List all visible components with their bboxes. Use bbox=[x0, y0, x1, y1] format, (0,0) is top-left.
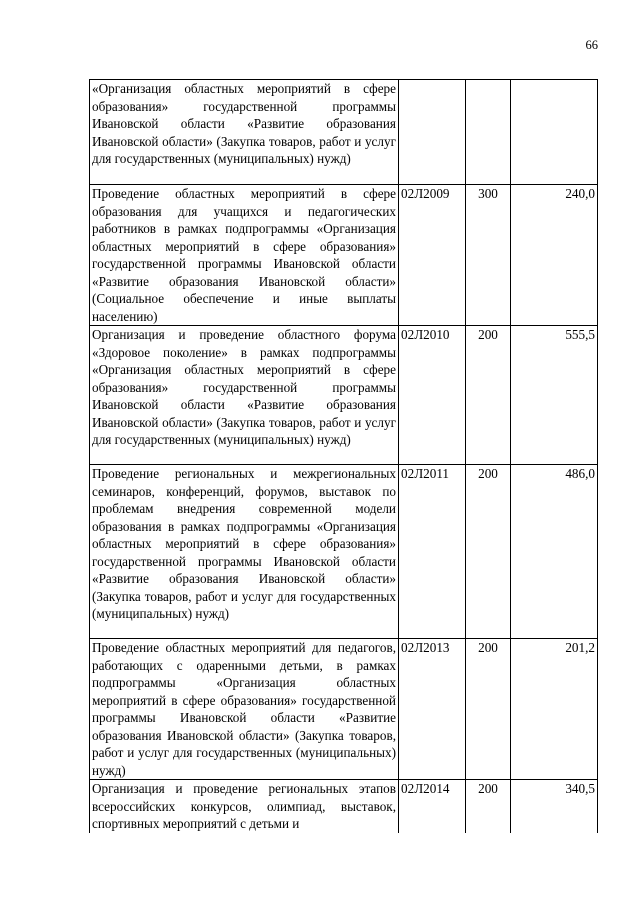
table-row bbox=[90, 639, 598, 780]
expense-name-cell: «Организация областных мероприятий в сфере образования» государственной программы Ивановской области «Развитие образования Ивановской области» (Закупка товаров, работ и услуг для государственных (муниципальных) нужд) bbox=[90, 80, 399, 185]
amount-cell: 240,0 bbox=[511, 185, 598, 326]
target-code-cell: 02Л2010 bbox=[399, 326, 466, 465]
expense-type-cell: 200 bbox=[466, 639, 511, 780]
budget-table bbox=[89, 79, 598, 833]
table-row bbox=[90, 326, 598, 465]
page-number: 66 bbox=[585, 38, 598, 52]
table-row bbox=[90, 185, 598, 326]
target-code-cell bbox=[399, 80, 466, 185]
expense-name-cell: Проведение областных мероприятий для педагогов, работающих с одаренными детьми, в рамках подпрограммы «Организация областных мероприятий в сфере образования» государственной программы Ивановской области «Развитие образования Ивановской области» (Закупка товаров, работ и услуг для государственных (муниципальных) нужд) bbox=[90, 639, 399, 780]
table-row bbox=[90, 80, 598, 185]
target-code-cell: 02Л2014 bbox=[399, 780, 466, 833]
expense-name-cell: Организация и проведение региональных этапов всероссийских конкурсов, олимпиад, выставок, спортивных мероприятий с детьми и bbox=[90, 780, 399, 833]
table-row bbox=[90, 780, 598, 833]
expense-type-cell: 200 bbox=[466, 780, 511, 833]
expense-name-cell: Проведение областных мероприятий в сфере образования для учащихся и педагогических работников в рамках подпрограммы «Организация областных мероприятий в сфере образования» государственной программы Ивановской области «Развитие образования Ивановской области» (Социальное обеспечение и иные выплаты населению) bbox=[90, 185, 399, 326]
amount-cell: 555,5 bbox=[511, 326, 598, 465]
expense-name-cell: Проведение региональных и межрегиональных семинаров, конференций, форумов, выставок по проблемам внедрения современной модели образования в рамках подпрограммы «Организация областных мероприятий в сфере образования» государственной программы Ивановской области «Развитие образования Ивановской области» (Закупка товаров, работ и услуг для государственных (муниципальных) нужд) bbox=[90, 465, 399, 639]
expense-name-cell: Организация и проведение областного форума «Здоровое поколение» в рамках подпрограммы «Организация областных мероприятий в сфере образования» государственной программы Ивановской области «Развитие образования Ивановской области» (Закупка товаров, работ и услуг для государственных (муниципальных) нужд) bbox=[90, 326, 399, 465]
amount-cell: 201,2 bbox=[511, 639, 598, 780]
expense-type-cell: 200 bbox=[466, 326, 511, 465]
amount-cell bbox=[511, 80, 598, 185]
budget-table-body bbox=[90, 80, 598, 833]
table-row bbox=[90, 465, 598, 639]
expense-type-cell: 300 bbox=[466, 185, 511, 326]
target-code-cell: 02Л2013 bbox=[399, 639, 466, 780]
amount-cell: 486,0 bbox=[511, 465, 598, 639]
target-code-cell: 02Л2011 bbox=[399, 465, 466, 639]
expense-type-cell: 200 bbox=[466, 465, 511, 639]
amount-cell: 340,5 bbox=[511, 780, 598, 833]
expense-type-cell bbox=[466, 80, 511, 185]
target-code-cell: 02Л2009 bbox=[399, 185, 466, 326]
